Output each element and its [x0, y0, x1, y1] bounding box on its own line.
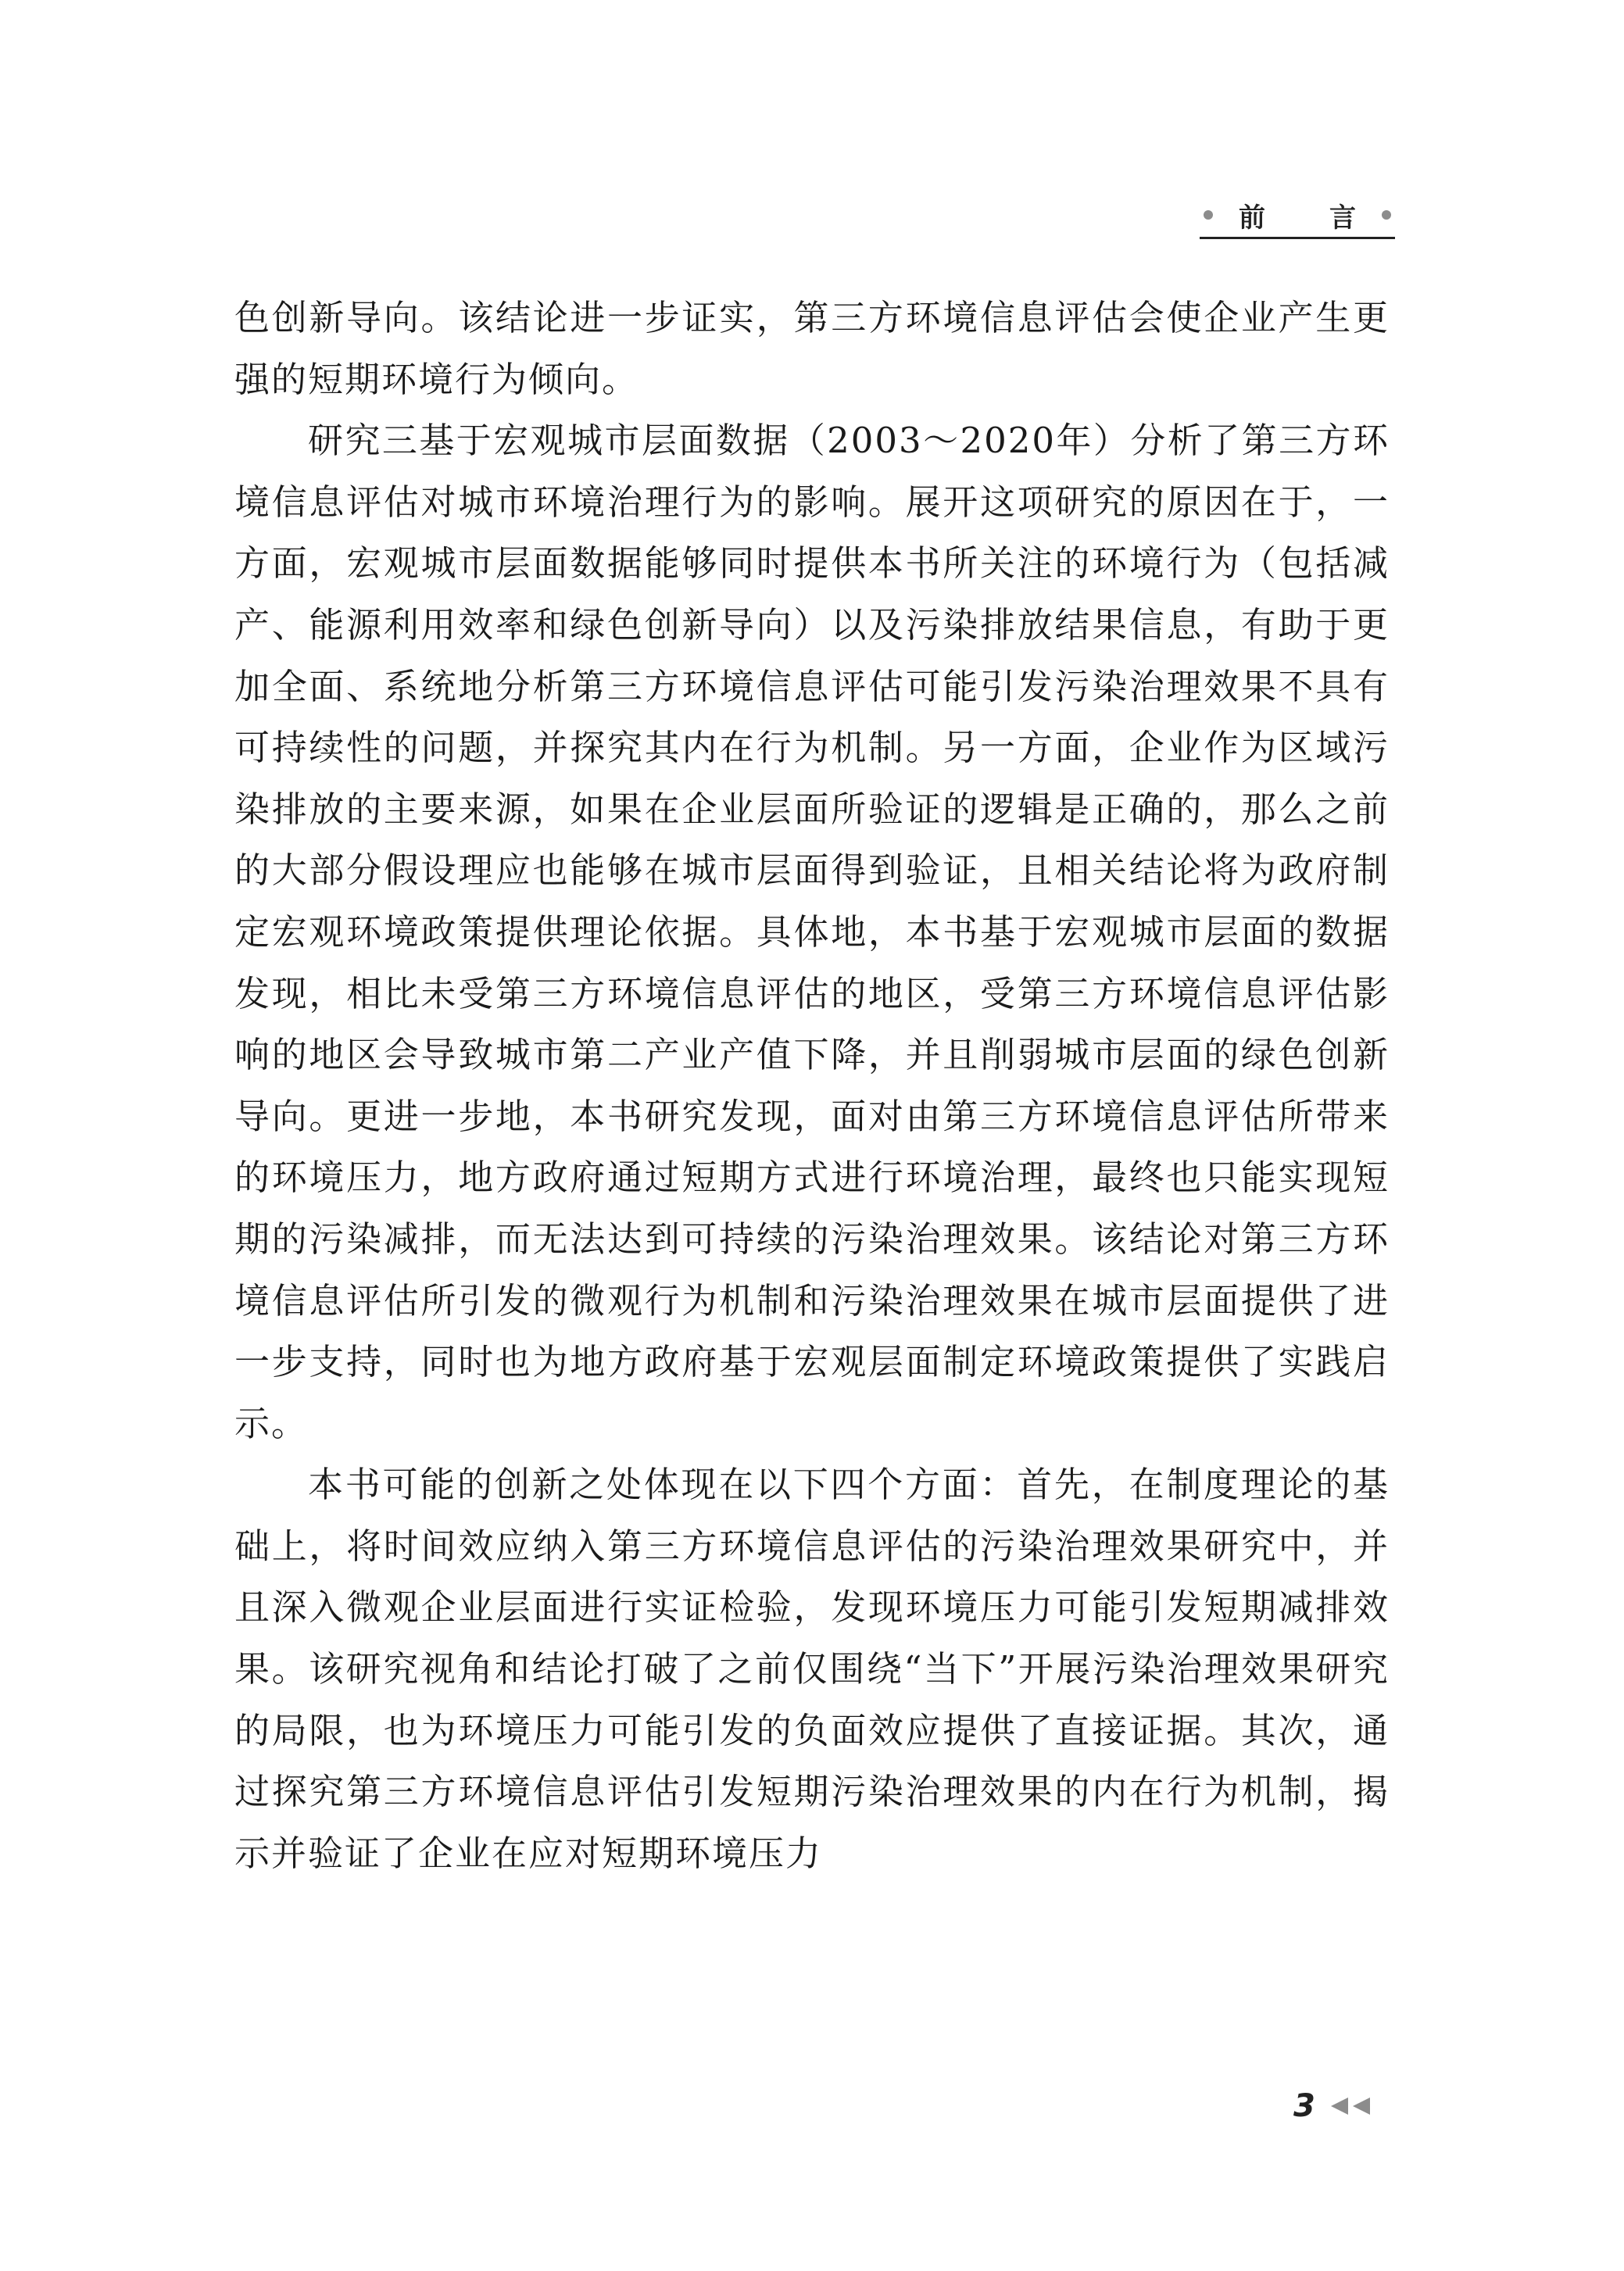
double-left-arrow-icon [1328, 2096, 1372, 2116]
paragraph-continued: 色创新导向。该结论进一步证实，第三方环境信息评估会使企业产生更强的短期环境行为倾向。 [234, 297, 1390, 400]
header-title [1239, 196, 1356, 234]
header-rule [1200, 237, 1395, 239]
page-number-area [1293, 2087, 1372, 2126]
header-right-dot-icon [1382, 210, 1391, 220]
body-text [234, 288, 1390, 1884]
page-number: 3 [1293, 2088, 1315, 2124]
header-title-right-char: 言 [1329, 202, 1356, 234]
header-left-dot-icon [1204, 210, 1213, 220]
running-header [1204, 195, 1391, 234]
paragraph-innovations: 本书可能的创新之处体现在以下四个方面：首先，在制度理论的基础上，将时间效应纳入第三方环境信息评估的污染治理效果研究中，并且深入微观企业层面进行实证检验，发现环境压力可能引发短期减排效果。该研究视角和结论打破了之前仅围绕“当下”开展污染治理效果研究的局限，也为环境压力可能引发的负面效应提供了直接证据。其次，通过探究第三方环境信息评估引发短期污染治理效果的内在行为机制，揭示并验证了企业在应对短期环境压力 [234, 1464, 1390, 1874]
paragraph-study-three: 研究三基于宏观城市层面数据（2003～2020年）分析了第三方环境信息评估对城市环境治理行为的影响。展开这项研究的原因在于，一方面，宏观城市层面数据能够同时提供本书所关注的环境行为（包括减产、能源利用效率和绿色创新导向）以及污染排放结果信息，有助于更加全面、系统地分析第三方环境信息评估可能引发污染治理效果不具有可持续性的问题，并探究其内在行为机制。另一方面，企业作为区域污染排放的主要来源，如果在企业层面所验证的逻辑是正确的，那么之前的大部分假设理应也能够在城市层面得到验证，且相关结论将为政府制定宏观环境政策提供理论依据。具体地，本书基于宏观城市层面的数据发现，相比未受第三方环境信息评估的地区，受第三方环境信息评估影响的地区会导致城市第二产业产值下降，并且削弱城市层面的绿色创新导向。更进一步地，本书研究发现，面对由第三方环境信息评估所带来的环境压力，地方政府通过短期方式进行环境治理，最终也只能实现短期的污染减排，而无法达到可持续的污染治理效果。该结论对第三方环境信息评估所引发的微观行为机制和污染治理效果在城市层面提供了进一步支持，同时也为地方政府基于宏观层面制定环境政策提供了实践启示。 [234, 420, 1390, 1444]
header-title-left-char: 前 [1239, 202, 1265, 234]
